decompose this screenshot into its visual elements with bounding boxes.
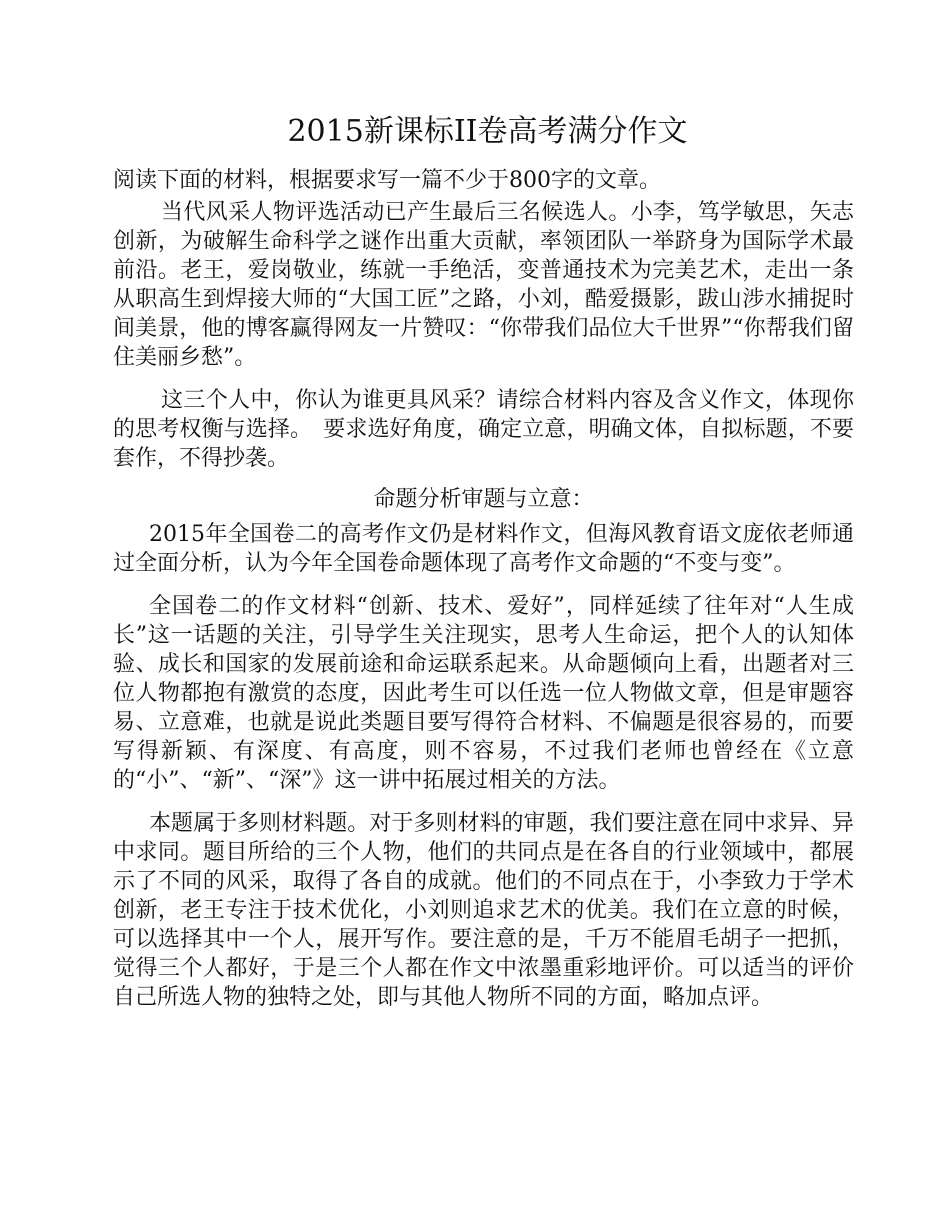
material-paragraph: 当代风采人物评选活动已产生最后三名候选人。小李，笃学敏思，矢志创新，为破解生命科学之谜作出重大贡献，率领团队一举跻身为国际学术最前沿。老王，爱岗敬业，练就一手绝活，变普通技术为完美艺术，走出一条从职高生到焊接大师的“大国工匠”之路，小刘，酷爱摄影，跋山涉水捕捉时间美景，他的博客赢得网友一片赞叹：“你带我们品位大千世界”“你帮我们留住美丽乡愁”。 bbox=[113, 200, 854, 370]
analysis-heading: 命题分析审题与立意： bbox=[373, 487, 594, 512]
document-title: 2015新课标II卷高考满分作文 bbox=[287, 114, 688, 149]
analysis-paragraph-2: 全国卷二的作文材料“创新、技术、爱好”，同样延续了往年对“人生成长”这一话题的关注，引导学生关注现实，思考人生命运，把个人的认知体验、成长和国家的发展前途和命运联系起来。从命题倾向上看，出题者对三位人物都抱有激赏的态度，因此考生可以任选一位人物做文章，但是审题容易、立意难，也就是说此类题目要写得符合材料、不偏题是很容易的，而要写得新颖、有深度、有高度，则不容易，不过我们老师也曾经在《立意的“小”、“新”、“深”》这一讲中拓展过相关的方法。 bbox=[113, 594, 854, 793]
analysis-paragraph-3: 本题属于多则材料题。对于多则材料的审题，我们要注意在同中求异、异中求同。题目所给的三个人物，他们的共同点是在各自的行业领域中，都展示了不同的风采，取得了各自的成就。他们的不同点在于，小李致力于学术创新，老王专注于技术优化，小刘则追求艺术的优美。我们在立意的时候，可以选择其中一个人，展开写作。要注意的是，千万不能眉毛胡子一把抓，觉得三个人都好，于是三个人都在作文中浓墨重彩地评价。可以适当的评价自己所选人物的独特之处，即与其他人物所不同的方面，略加点评。 bbox=[113, 811, 854, 1010]
analysis-paragraph-1: 2015年全国卷二的高考作文仍是材料作文，但海风教育语文庞依老师通过全面分析，认为今年全国卷命题体现了高考作文命题的“不变与变”。 bbox=[113, 522, 854, 576]
instruction-text: 阅读下面的材料，根据要求写一篇不少于800字的文章。 bbox=[113, 168, 661, 193]
requirement-paragraph: 这三个人中，你认为谁更具风采？请综合材料内容及含义作文，体现你的思考权衡与选择。 要求选好角度，确定立意，明确文体，自拟标题，不要套作，不得抄袭。 bbox=[113, 388, 854, 471]
